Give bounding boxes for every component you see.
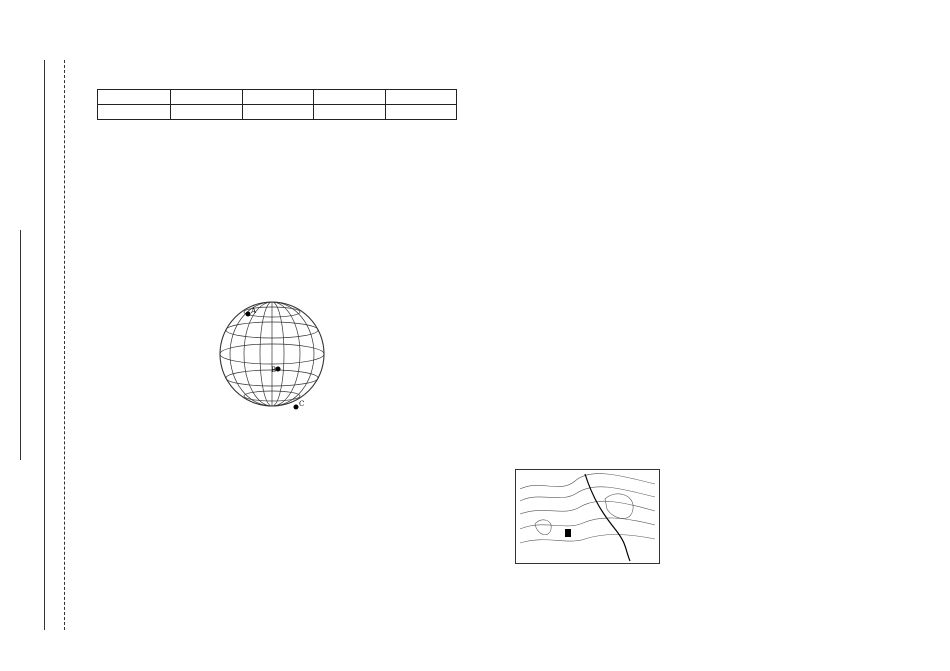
score-header: [314, 90, 386, 105]
score-header: [385, 90, 457, 105]
contour-map: [515, 469, 660, 564]
point-c: [294, 405, 299, 410]
score-header: [98, 90, 171, 105]
margin-underline: [20, 230, 21, 460]
score-table: [97, 89, 457, 120]
answer-grid: [78, 157, 481, 229]
score-header: [242, 90, 314, 105]
score-header: [171, 90, 243, 105]
score-cell[interactable]: [385, 105, 457, 120]
globe-figure: [215, 292, 330, 417]
point-b-label: B: [271, 366, 277, 374]
village-marker: [565, 529, 571, 537]
score-cell[interactable]: [242, 105, 314, 120]
score-cell[interactable]: [171, 105, 243, 120]
score-cell[interactable]: [314, 105, 386, 120]
point-a-label: A: [251, 307, 257, 315]
point-a: [246, 312, 251, 317]
score-row-label: [98, 105, 171, 120]
margin-line-inner: [64, 60, 65, 630]
margin-line-outer: [44, 60, 45, 630]
point-c-label: C: [299, 400, 305, 408]
point-b: [276, 367, 281, 372]
